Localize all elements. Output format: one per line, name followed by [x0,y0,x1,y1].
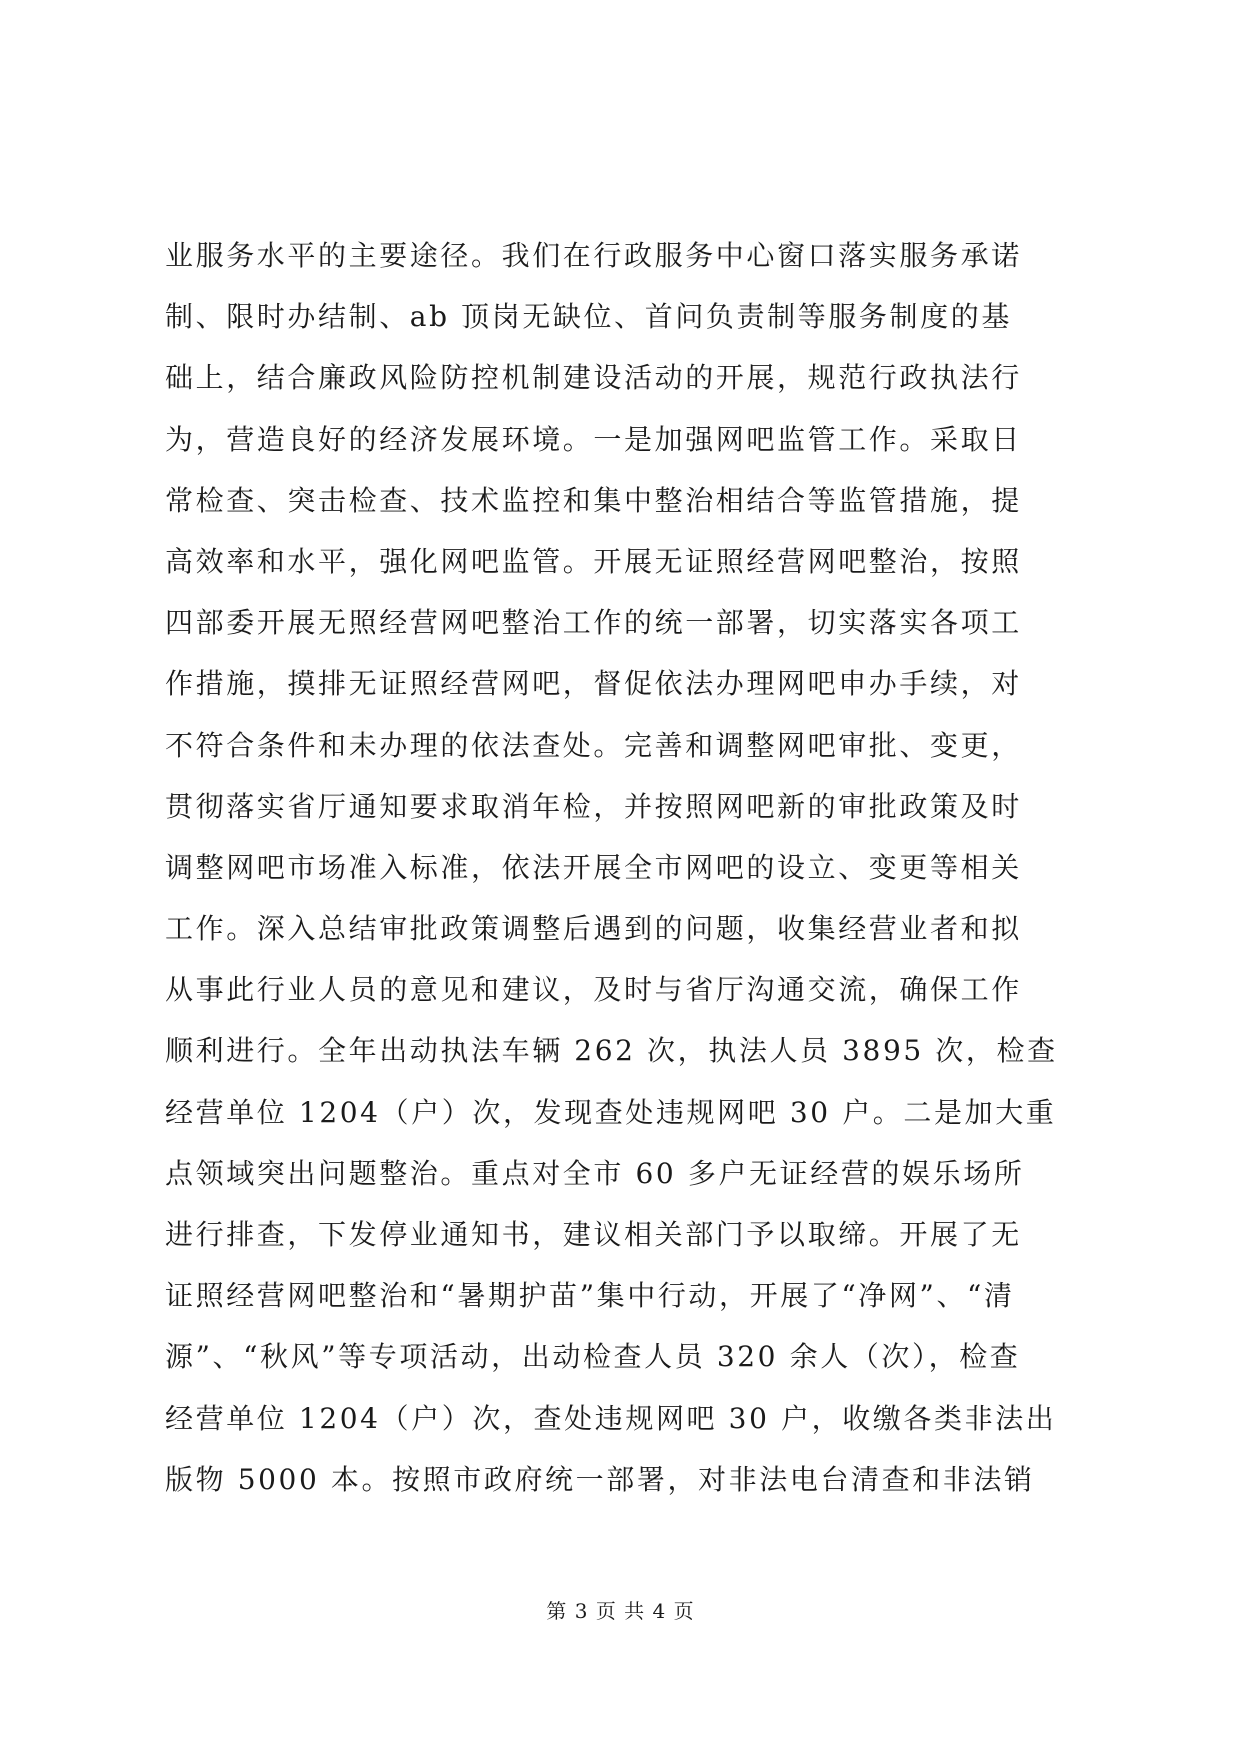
text-line: 源”、“秋风”等专项活动，出动检查人员 320 余人（次），检查 [165,1340,1021,1374]
text-line: 顺利进行。全年出动执法车辆 262 次，执法人员 3895 次，检查 [165,1034,1058,1068]
text-line: 从事此行业人员的意见和建议，及时与省厅沟通交流，确保工作 [165,973,1022,1007]
body-text [165,225,1085,1510]
text-line: 版物 5000 本。按照市政府统一部署，对非法电台清查和非法销 [165,1462,1035,1496]
text-line: 常检查、突击检查、技术监控和集中整治相结合等监管措施，提 [165,483,1022,517]
text-line: 工作。深入总结审批政策调整后遇到的问题，收集经营业者和拟 [165,912,1022,946]
text-line: 不符合条件和未办理的依法查处。完善和调整网吧审批、变更， [165,728,1022,762]
text-line: 点领域突出问题整治。重点对全市 60 多户无证经营的娱乐场所 [165,1156,1025,1190]
text-line: 作措施，摸排无证照经营网吧，督促依法办理网吧申办手续，对 [165,667,1022,701]
text-line: 四部委开展无照经营网吧整治工作的统一部署，切实落实各项工 [165,606,1022,640]
text-line: 贯彻落实省厅通知要求取消年检，并按照网吧新的审批政策及时 [165,789,1022,823]
text-line: 调整网吧市场准入标准，依法开展全市网吧的设立、变更等相关 [165,850,1022,884]
text-line: 制、限时办结制、ab 顶岗无缺位、首问负责制等服务制度的基 [165,300,1012,334]
text-line: 证照经营网吧整治和“暑期护苗”集中行动，开展了“净网”、“清 [165,1279,1015,1313]
text-line: 进行排查，下发停业通知书，建议相关部门予以取缔。开展了无 [165,1218,1022,1251]
text-line: 经营单位 1204（户）次，查处违规网吧 30 户，收缴各类非法出 [165,1401,1057,1435]
page-number-footer: 第 3 页 共 4 页 [546,1599,695,1623]
text-line: 高效率和水平，强化网吧监管。开展无证照经营网吧整治，按照 [165,544,1022,578]
text-line: 为，营造良好的经济发展环境。一是加强网吧监管工作。采取日 [165,422,1022,456]
text-line: 础上，结合廉政风险防控机制建设活动的开展，规范行政执法行 [165,361,1022,395]
text-line: 经营单位 1204（户）次，发现查处违规网吧 30 户。二是加大重 [165,1095,1057,1129]
text-line: 业服务水平的主要途径。我们在行政服务中心窗口落实服务承诺 [165,239,1022,272]
